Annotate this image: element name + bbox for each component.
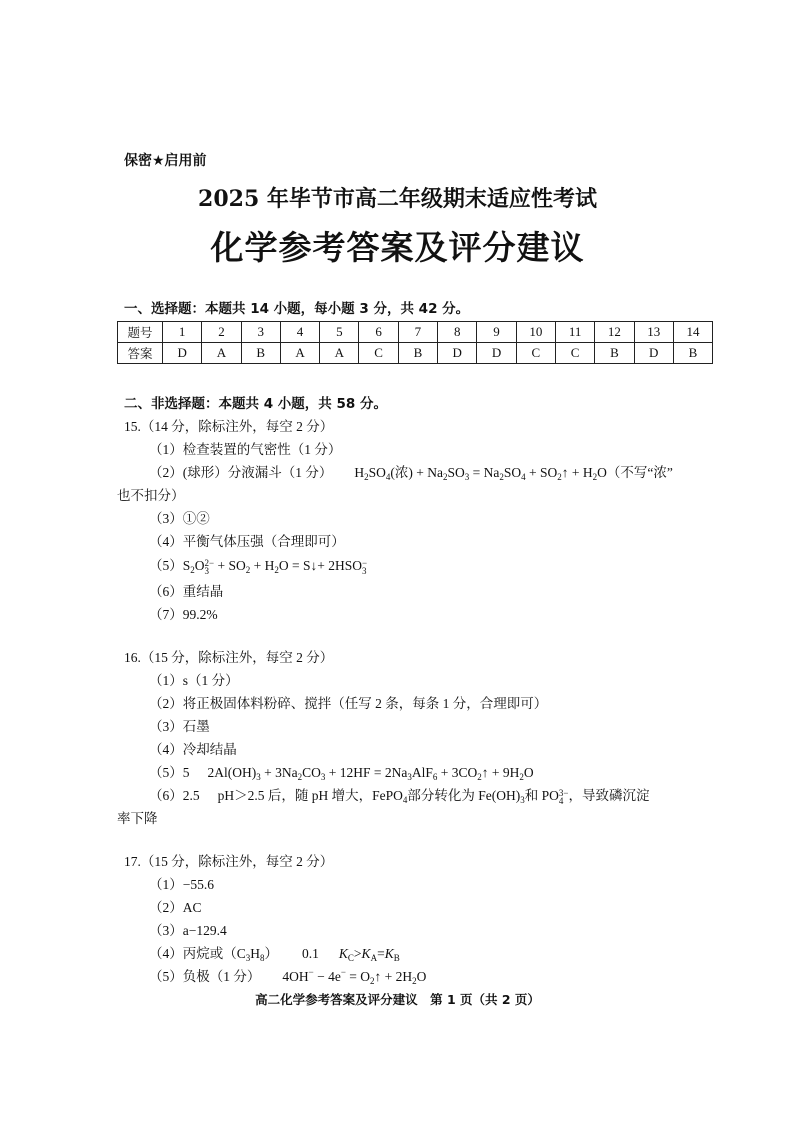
q15-answer-5-label: （5） [149, 558, 183, 573]
question-number: 13 [634, 322, 673, 343]
question-number: 2 [202, 322, 241, 343]
q16-answer-6-cont: 率下降 [117, 811, 158, 826]
table-row-numbers [118, 322, 713, 343]
question-number: 4 [280, 322, 319, 343]
question-number: 7 [398, 322, 437, 343]
question-number: 10 [516, 322, 555, 343]
document-title: 化学参考答案及评分建议 [210, 228, 585, 267]
equation: $H_2SO_4$(浓) + $Na_2SO_3 = Na_2SO_4$ + $SO_2↑ + H_2O$ [354, 465, 607, 482]
q15-answer-2-label: （2）(球形）分液漏斗（1 分） [149, 465, 333, 480]
q17-answer-1: （1）−55.6 [149, 877, 214, 892]
section2-heading: 二、非选择题：本题共 4 小题，共 58 分。 [124, 396, 387, 412]
q16-answer-6: （6）2.5 pH＞2.5 后，随 pH 增大，FePO$_4$部分转化为 $Fe(OH)_3$和 PO 3− 4 ，导致磷沉淀 [149, 788, 650, 806]
q15-answer-6: （6）重结晶 [149, 584, 224, 599]
q15-answer-3: （3）①② [149, 511, 210, 526]
q15-answer-7: （7）99.2% [149, 607, 218, 622]
answer-cell: A [202, 343, 241, 364]
q16-answer-6-text2: 部分转化为 Fe(OH) [407, 788, 521, 803]
q16-answer-1: （1）s（1 分） [149, 673, 239, 688]
q16-answer-5-label: （5）5 [149, 765, 190, 780]
answer-cell: C [359, 343, 398, 364]
q15-answer-5 [149, 554, 367, 575]
q16-answer-3: （3）石墨 [149, 719, 210, 734]
section1-heading: 一、选择题：本题共 14 小题，每小题 3 分，共 42 分。 [124, 301, 470, 317]
question-number: 11 [555, 322, 594, 343]
q16-heading: 16.（15 分，除标注外，每空 2 分） [124, 650, 334, 665]
answer-cell: D [438, 343, 477, 364]
q16-answer-6-text1: pH＞2.5 后，随 pH 增大，FePO [217, 788, 403, 803]
equation: $S_2O$ 2− 3 + $SO_2 + H_2O$ = S↓+ 2HSO − 3 [182, 558, 368, 576]
equation: $4OH^- - 4e^- = O_2↑ + 2H_2O$ [282, 967, 427, 986]
answer-cell: D [477, 343, 516, 364]
page-footer: 高二化学参考答案及评分建议 第 1 页（共 2 页） [255, 992, 540, 1007]
equilibrium-constants: $K_C>K_A=K_B$ [338, 946, 400, 963]
answer-table [117, 321, 713, 364]
answer-cell: D [634, 343, 673, 364]
question-number: 14 [673, 322, 712, 343]
q17-heading: 17.（15 分，除标注外，每空 2 分） [124, 854, 334, 869]
q15-answer-2 [149, 461, 673, 482]
q16-answer-4: （4）冷却结晶 [149, 742, 237, 757]
answer-cell: A [280, 343, 319, 364]
exam-title: 2025 年毕节市高二年级期末适应性考试 [198, 186, 597, 212]
confidential-label: 保密★启用前 [124, 153, 207, 169]
question-number: 3 [241, 322, 280, 343]
q15-answer-1: （1）检查装置的气密性（1 分） [149, 442, 342, 457]
q15-answer-2-cont: 也不扣分） [117, 488, 185, 503]
q16-answer-6-text4: ，导致磷沉淀 [568, 788, 650, 803]
q17-answer-4-value: 0.1 [302, 946, 319, 961]
q17-answer-4-label: （4）丙烷或（C [149, 946, 246, 961]
question-number: 6 [359, 322, 398, 343]
q17-answer-5 [149, 965, 426, 986]
table-row-answers [118, 343, 713, 364]
q16-answer-2: （2）将正极固体料粉碎、搅拌（任写 2 条，每条 1 分，合理即可） [149, 696, 548, 711]
q17-answer-3: （3）a−129.4 [149, 923, 227, 938]
question-number: 1 [163, 322, 202, 343]
answer-cell: D [163, 343, 202, 364]
answer-cell: C [516, 343, 555, 364]
question-number: 8 [438, 322, 477, 343]
answer-cell: C [555, 343, 594, 364]
row-label: 题号 [118, 322, 163, 343]
question-number: 9 [477, 322, 516, 343]
question-number: 5 [320, 322, 359, 343]
q17-answer-2: （2）AC [149, 900, 202, 915]
equation: $2Al(OH)_3 + 3Na_2CO_3 + 12HF = 2Na_3AlF_6$ + $3CO_2↑ + 9H_2O$ [207, 765, 534, 782]
question-number: 12 [595, 322, 634, 343]
q15-answer-4: （4）平衡气体压强（合理即可） [149, 534, 345, 549]
q16-answer-6-label: （6）2.5 [149, 788, 200, 803]
q16-answer-5 [149, 761, 534, 782]
answer-cell: A [320, 343, 359, 364]
q16-answer-6-text3: 和 PO [524, 788, 559, 803]
answer-cell: B [398, 343, 437, 364]
answer-cell: B [673, 343, 712, 364]
row-label: 答案 [118, 343, 163, 364]
answer-cell: B [241, 343, 280, 364]
answer-cell: B [595, 343, 634, 364]
q17-answer-4: （4）丙烷或$(C_3H_8)$ 0.1 $K_C>K_A=K_B$ [149, 946, 400, 963]
q17-answer-5-label: （5）负极（1 分） [149, 969, 261, 984]
q15-answer-2-note: （不写“浓” [606, 465, 673, 480]
q15-heading: 15.（14 分，除标注外，每空 2 分） [124, 419, 334, 434]
